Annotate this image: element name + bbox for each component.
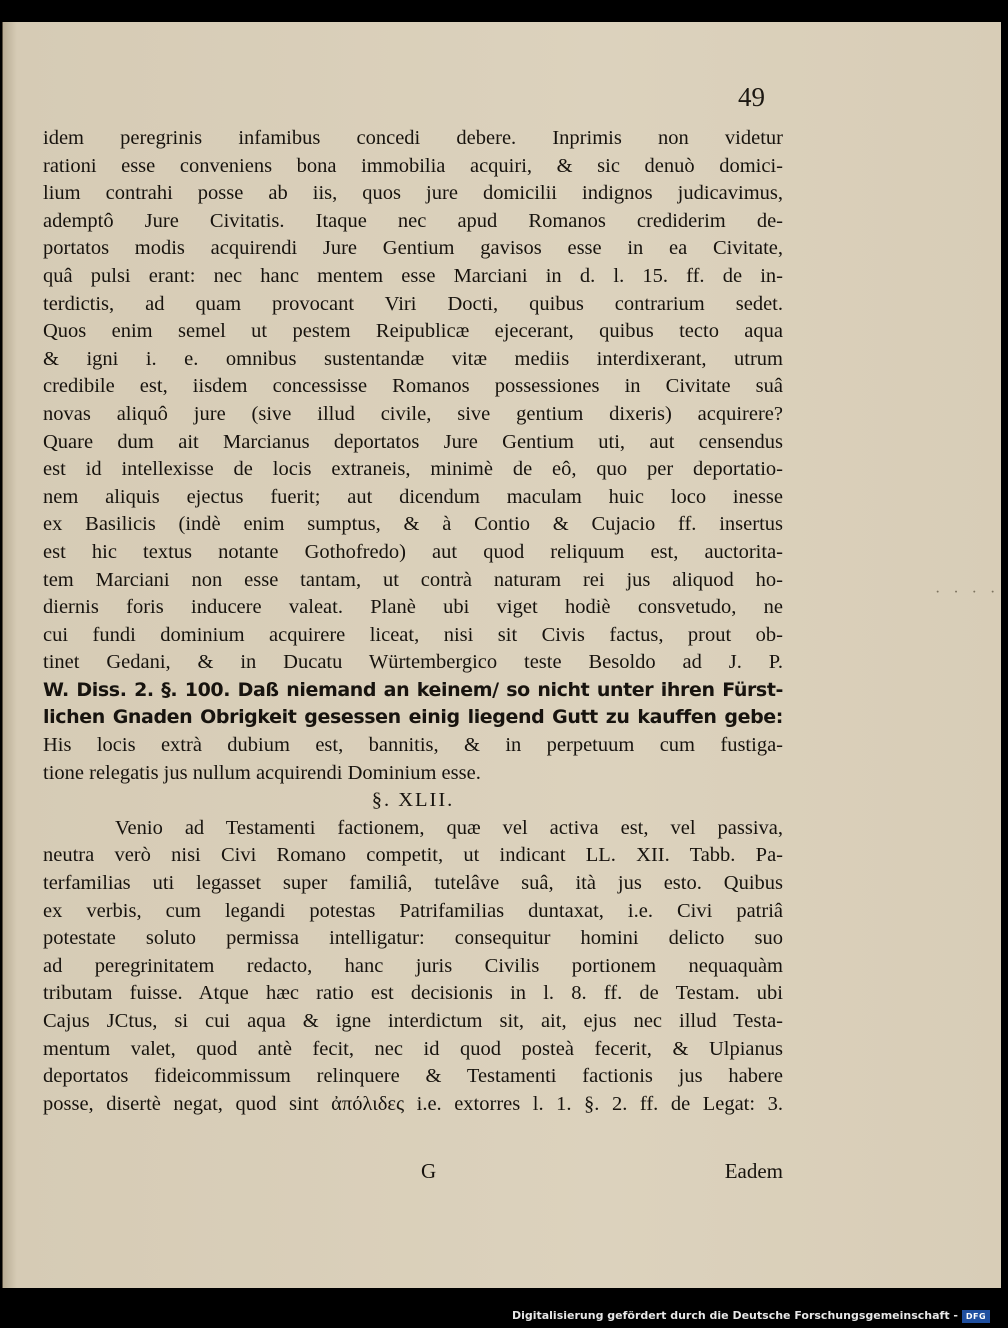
signature-mark: G <box>421 1159 437 1183</box>
text-line: ex verbis, cum legandi potestas Patrifamilias duntaxat, i.e. Civi patriâ <box>43 899 783 922</box>
text-line: Quos enim semel ut pestem Reipublicæ ejecerant, quibus tecto aqua <box>43 320 783 343</box>
catchword: Eadem <box>724 1159 783 1183</box>
page-number: 49 <box>738 82 765 112</box>
dfg-logo-icon: DFG <box>962 1310 990 1323</box>
scanned-page <box>2 22 1008 1288</box>
text-line: rationi esse conveniens bona immobilia acquiri, & sic denuò domici- <box>43 154 783 177</box>
text-line: ex Basilicis (indè enim sumptus, & à Contio & Cujacio ff. insertus <box>43 513 783 536</box>
text-line: Venio ad Testamenti factionem, quæ vel activa est, vel passiva, <box>115 816 783 839</box>
text-line: ademptô Jure Civitatis. Itaque nec apud Romanos crediderim de- <box>43 209 783 232</box>
text-line: Cajus JCtus, si cui aqua & igne interdictum sit, ait, ejus nec illud Testa- <box>43 1010 783 1032</box>
text-line: deportatos fideicommissum relinquere & Testamenti factionis jus habere <box>43 1065 783 1088</box>
text-line: His locis extrà dubium est, bannitis, & in perpetuum cum fustiga- <box>43 734 783 757</box>
text-line: posse, disertè negat, quod sint ἀπόλιδες i.e. extorres l. 1. §. 2. ff. de Legat: 3. <box>43 1092 783 1115</box>
text-line: tributam fuisse. Atque hæc ratio est decisionis in l. 8. ff. de Testam. ubi <box>43 982 783 1005</box>
margin-dots: ···· <box>935 584 1008 601</box>
text-line: Quare dum ait Marcianus deportatos Jure Gentium uti, aut censendus <box>43 430 783 453</box>
text-line: quâ pulsi erant: nec hanc mentem esse Marciani in d. l. 15. ff. de in- <box>43 264 783 287</box>
text-line: ad peregrinitatem redacto, hanc juris Civilis portionem nequaquàm <box>43 954 783 977</box>
text-line: nem aliquis ejectus fuerit; aut dicendum maculam huic loco inesse <box>43 485 783 508</box>
text-line: terfamilias uti legasset super familiâ, tutelâve suâ, ità jus esto. Quibus <box>43 872 783 895</box>
text-line: portatos modis acquirendi Jure Gentium gavisos esse in ea Civitate, <box>43 237 783 260</box>
text-line: potestate soluto permissa intelligatur: consequitur homini delicto suo <box>43 927 783 950</box>
text-line: tione relegatis jus nullum acquirendi Dominium esse. <box>43 761 481 784</box>
text-line: & igni i. e. omnibus sustentandæ vitæ mediis interdixerant, utrum <box>43 347 783 370</box>
text-line: tem Marciani non esse tantam, ut contrà naturam rei jus aliquod ho- <box>43 568 783 591</box>
body-text <box>43 125 783 1118</box>
fraktur-quote-line: lichen Gnaden Obrigkeit gesessen einig liegend Gutt zu kauffen gebe: <box>43 706 783 729</box>
text-line: lium contrahi posse ab iis, quos jure domicilii indignos judicavimus, <box>43 182 783 205</box>
page-bottom-row <box>43 1159 783 1189</box>
text-line: diernis foris inducere valeat. Planè ubi viget hodiè consvetudo, ne <box>43 596 783 619</box>
text-line: mentum valet, quod antè fecit, nec id quod posteà fecerit, & Ulpianus <box>43 1037 783 1060</box>
text-line: est id intellexisse de locis extraneis, minimè de eô, quo per deportatio- <box>43 458 783 481</box>
text-line: est hic textus notante Gothofredo) aut quod reliquum est, auctorita- <box>43 540 783 563</box>
text-line: terdictis, ad quam provocant Viri Docti, quibus contrarium sedet. <box>43 292 783 315</box>
text-line: cui fundi dominium acquirere liceat, nisi sit Civis factus, prout ob- <box>43 623 783 646</box>
text-line: novas aliquô jure (sive illud civile, sive gentium dixeris) acquirere? <box>43 402 783 425</box>
text-line: neutra verò nisi Civi Romano competit, ut indicant LL. XII. Tabb. Pa- <box>43 844 783 867</box>
section-heading: §. XLII. <box>371 789 455 812</box>
text-line: idem peregrinis infamibus concedi debere. Inprimis non videtur <box>43 127 783 149</box>
fraktur-quote-line: W. Diss. 2. §. 100. Daß niemand an keinem/ so nicht unter ihren Fürst- <box>43 678 783 701</box>
funding-credit: Digitalisierung gefördert durch die Deutsche Forschungsgemeinschaft - <box>511 1309 958 1322</box>
footer-bar <box>0 1306 1000 1328</box>
text-line: tinet Gedani, & in Ducatu Würtembergico teste Besoldo ad J. P. <box>43 651 783 674</box>
text-line: credibile est, iisdem concessisse Romanos possessiones in Civitate suâ <box>43 375 783 398</box>
